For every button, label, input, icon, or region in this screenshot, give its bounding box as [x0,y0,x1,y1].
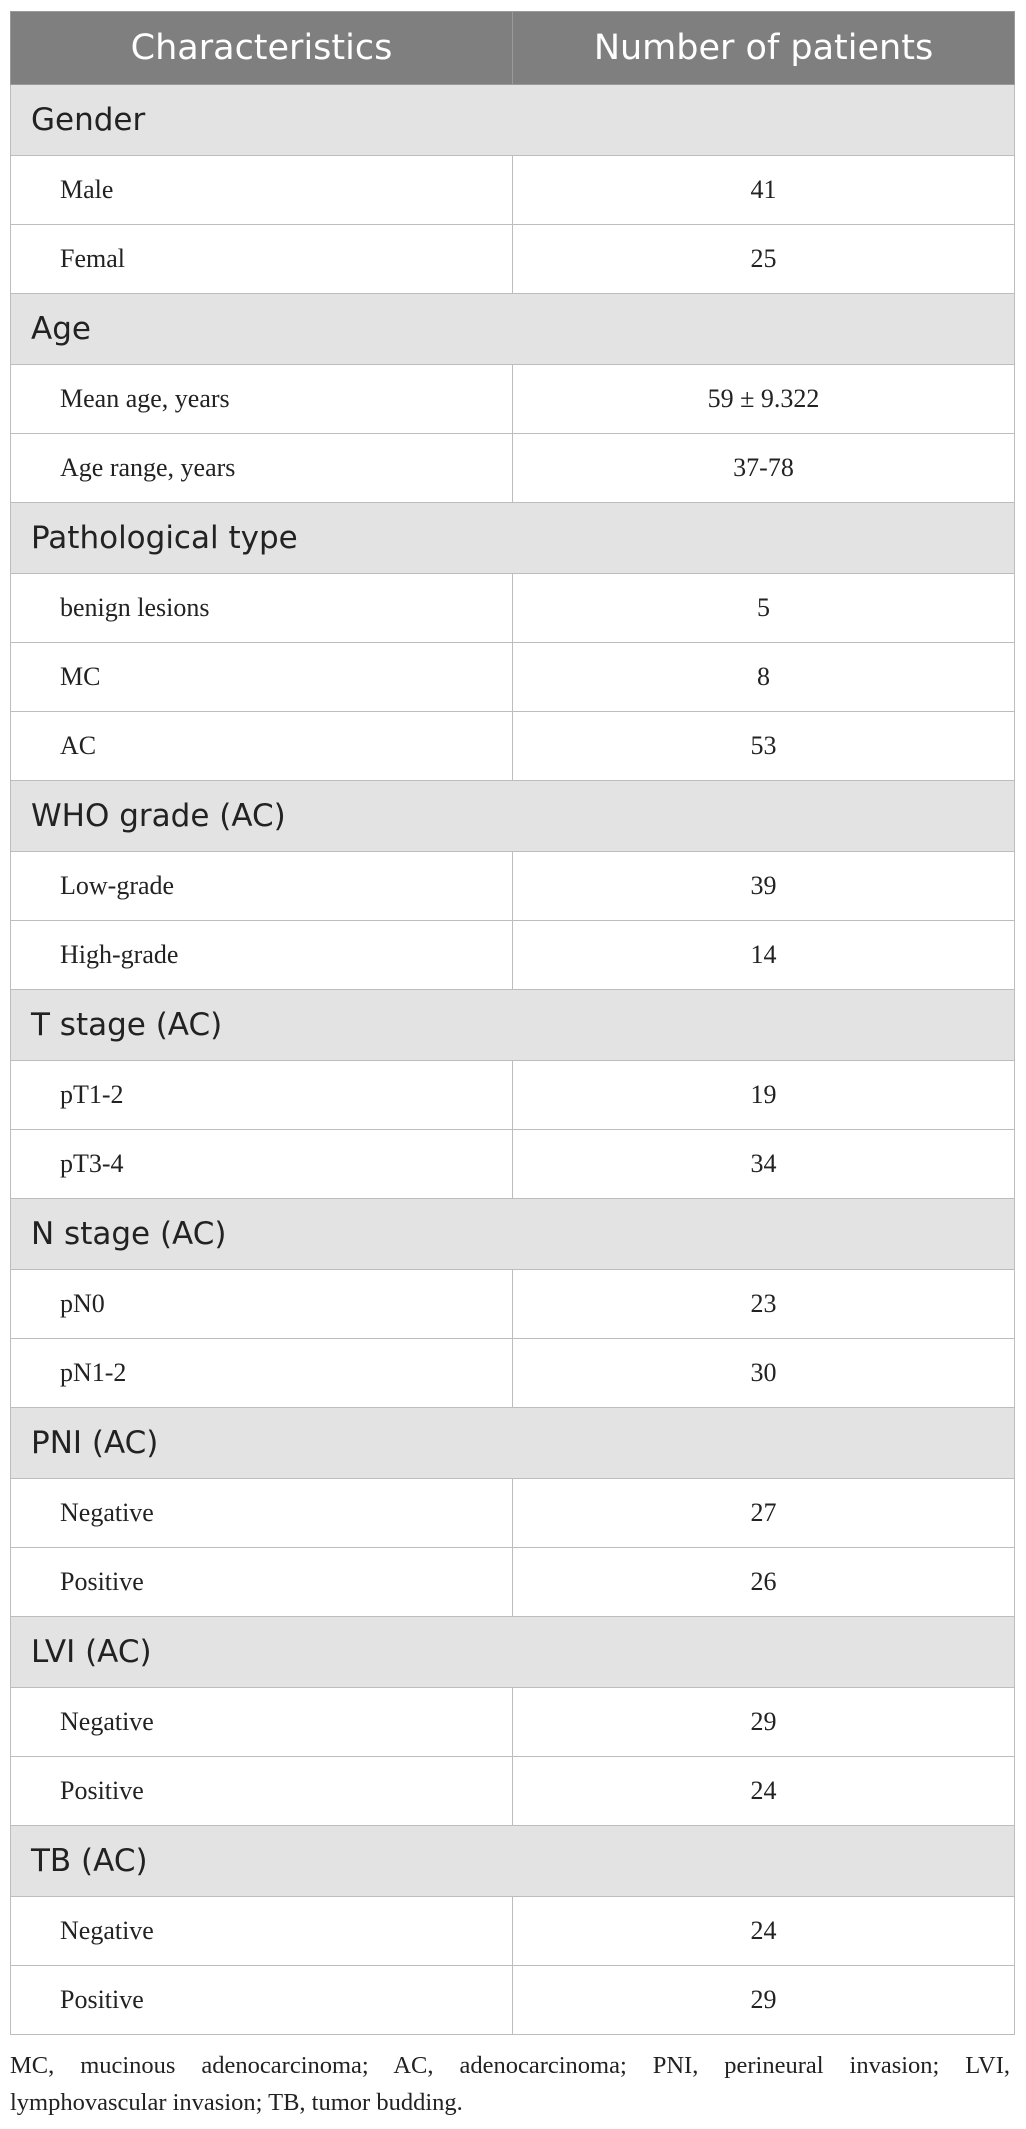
row-label: Negative [11,1897,513,1966]
row-label: Low-grade [11,852,513,921]
row-label: pT3-4 [11,1130,513,1199]
group-header-row [11,1826,1015,1897]
group-header-row [11,781,1015,852]
group-title: TB (AC) [11,1826,1015,1897]
table-row [11,156,1015,225]
table-row [11,852,1015,921]
table-row [11,434,1015,503]
row-value: 19 [513,1061,1015,1130]
row-label: pN0 [11,1270,513,1339]
row-label: Negative [11,1688,513,1757]
row-value: 23 [513,1270,1015,1339]
group-title: LVI (AC) [11,1617,1015,1688]
group-header-row [11,1617,1015,1688]
row-label: pT1-2 [11,1061,513,1130]
group-header-row [11,85,1015,156]
group-title: T stage (AC) [11,990,1015,1061]
group-title: PNI (AC) [11,1408,1015,1479]
row-value: 29 [513,1966,1015,2035]
row-value: 39 [513,852,1015,921]
header-characteristics: Characteristics [11,12,513,85]
row-label: High-grade [11,921,513,990]
group-title: Gender [11,85,1015,156]
group-header-row [11,1199,1015,1270]
row-label: MC [11,643,513,712]
row-label: Femal [11,225,513,294]
row-value: 24 [513,1757,1015,1826]
row-label: Mean age, years [11,365,513,434]
group-title: Age [11,294,1015,365]
table-row [11,1130,1015,1199]
row-value: 41 [513,156,1015,225]
row-value: 5 [513,574,1015,643]
group-header-row [11,990,1015,1061]
row-value: 37-78 [513,434,1015,503]
group-header-row [11,1408,1015,1479]
group-title: WHO grade (AC) [11,781,1015,852]
row-label: Positive [11,1966,513,2035]
row-label: Positive [11,1548,513,1617]
row-value: 27 [513,1479,1015,1548]
group-title: Pathological type [11,503,1015,574]
row-value: 53 [513,712,1015,781]
table-row [11,225,1015,294]
table-body [11,85,1015,2035]
table-row [11,1061,1015,1130]
table-row [11,1479,1015,1548]
table-row [11,1270,1015,1339]
row-value: 30 [513,1339,1015,1408]
header-number-of-patients: Number of patients [513,12,1015,85]
table-row [11,1966,1015,2035]
table-row [11,643,1015,712]
row-value: 24 [513,1897,1015,1966]
table-row [11,574,1015,643]
document [10,11,1014,2121]
group-header-row [11,503,1015,574]
row-label: pN1-2 [11,1339,513,1408]
row-value: 34 [513,1130,1015,1199]
table-row [11,365,1015,434]
table-row [11,1757,1015,1826]
table-header-row [11,12,1015,85]
row-value: 29 [513,1688,1015,1757]
row-label: AC [11,712,513,781]
table-row [11,1548,1015,1617]
row-label: Positive [11,1757,513,1826]
table-row [11,712,1015,781]
row-label: Age range, years [11,434,513,503]
row-value: 59 ± 9.322 [513,365,1015,434]
row-value: 8 [513,643,1015,712]
row-value: 26 [513,1548,1015,1617]
row-label: benign lesions [11,574,513,643]
group-title: N stage (AC) [11,1199,1015,1270]
row-value: 14 [513,921,1015,990]
row-value: 25 [513,225,1015,294]
table-row [11,1688,1015,1757]
table-footnote: MC, mucinous adenocarcinoma; AC, adenocarcinoma; PNI, perineural invasion; LVI, lymphovascular invasion; TB, tumor budding. [10,2052,1010,2116]
table-row [11,1339,1015,1408]
row-label: Negative [11,1479,513,1548]
table-row [11,921,1015,990]
table-row [11,1897,1015,1966]
group-header-row [11,294,1015,365]
patient-characteristics-table [10,11,1015,2035]
row-label: Male [11,156,513,225]
